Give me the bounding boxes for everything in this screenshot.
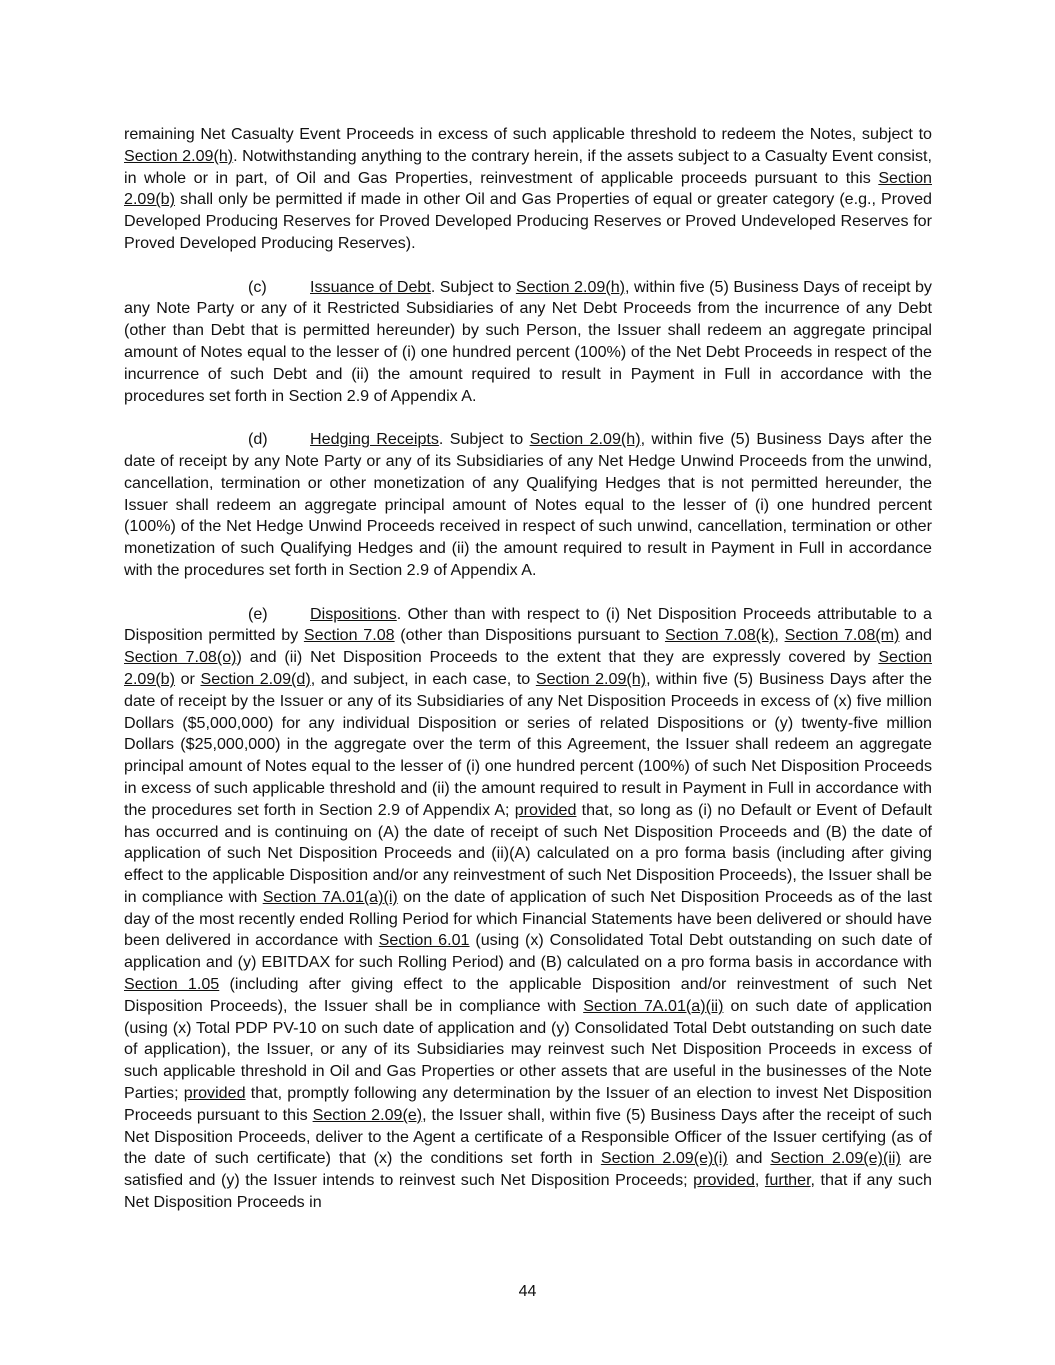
section-reference: Section 6.01 <box>378 931 470 950</box>
provided-term: provided <box>183 1084 246 1103</box>
clause-label: (e) <box>248 604 268 623</box>
clause-heading: Hedging Receipts <box>310 430 439 449</box>
section-reference: Section 7A.01(a)(i) <box>262 887 398 906</box>
paragraph-hedging-receipts: (d) Hedging Receipts. Subject to Section 2.09(h), within five (5) Business Days after the date of receipt by any Note Party or any of its Subsidiaries of any Net Hedge Unwind Proceeds from the unwind, cancellation, termination or other monetization of any Qualifying Hedges that is not permitted hereunder, the Issuer shall redeem an aggregate principal amount of Notes equal to the lesser of (i) one hundred percent (100%) of the Net Hedge Unwind Proceeds received in respect of such unwind, cancellation, termination or other monetization of such Qualifying Hedges and (ii) the amount required to result in Payment in Full in accordance with the procedures set forth in Section 2.9 of Appendix A. <box>124 430 932 579</box>
section-reference: Section 2.09(h) <box>535 669 647 688</box>
section-reference: Section 7.08(m) <box>784 626 900 645</box>
paragraph-dispositions: (e) Dispositions. Other than with respect to (i) Net Disposition Proceeds attributable to a Disposition permitted by Section 7.08 (other than Dispositions pursuant to Section 7.08(k), Section 7.08(m) and Section 7.08(o)) and (ii) Net Disposition Proceeds to the extent that they are expressly covered by Section 2.09(b) or Section 2.09(d), and subject, in each case, to Section 2.09(h), within five (5) Business Days after the date of receipt by the Issuer or any of its Subsidiaries of any Net Disposition Proceeds in excess of (x) five million Dollars ($5,000,000) for any individual Disposition or series of related Dispositions or (y) twenty-five million Dollars ($25,000,000) in the aggregate over the term of this Agreement, the Issuer shall redeem an aggregate principal amount of Notes equal to the lesser of (i) one hundred percent (100%) of such Net Disposition Proceeds in excess of such applicable threshold and (ii) the amount required to result in Payment in Full in accordance with the procedures set forth in Section 2.9 of Appendix A; provided that, so long as (i) no Default or Event of Default has occurred and is continuing on (A) the date of receipt of such Net Disposition Proceeds and (B) the date of application of such Net Disposition Proceeds and (ii)(A) calculated on a pro forma basis (including after giving effect to the applicable Disposition and/or any reinvestment of such Net Disposition Proceeds), the Issuer shall be in compliance with Section 7A.01(a)(i) on the date of application of such Net Disposition Proceeds as of the last day of the most recently ended Rolling Period for which Financial Statements have been delivered or should have been delivered in accordance with Section 6.01 (using (x) Consolidated Total Debt outstanding on such date of application and (y) EBITDAX for such Rolling Period) and (B) calculated on a pro forma basis in accordance with Section 1.05 (including after giving effect to the applicable Disposition and/or reinvestment of such Net Disposition Proceeds), the Issuer shall be in compliance with Section 7A.01(a)(ii) on such date of application (using (x) Total PDP PV-10 on such date of application and (y) Consolidated Total Debt outstanding on such date of application), the Issuer, or any of its Subsidiaries may reinvest such Net Disposition Proceeds in excess of such applicable threshold in Oil and Gas Properties or other assets that are useful in the businesses of the Note Parties; provided that, promptly following any determination by the Issuer of an election to invest Net Disposition Proceeds pursuant to this Section 2.09(e), the Issuer shall, within five (5) Business Days after the receipt of such Net Disposition Proceeds, deliver to the Agent a certificate of a Responsible Officer of the Issuer certifying (as of the date of such certificate) that (x) the conditions set forth in Section 2.09(e)(i) and Section 2.09(e)(ii) are satisfied and (y) the Issuer intends to reinvest such Net Disposition Proceeds; provided, further, that if any such Net Disposition Proceeds in <box>124 604 933 1212</box>
further-term: further <box>764 1171 811 1190</box>
section-reference: Section 2.09(b) <box>124 168 932 209</box>
provided-term: provided <box>693 1171 755 1190</box>
section-reference: Section 2.09(e) <box>312 1105 423 1124</box>
section-reference: Section 2.09(e)(i) <box>600 1149 728 1168</box>
page-number: 44 <box>518 1283 537 1300</box>
paragraph-issuance-of-debt: (c) Issuance of Debt. Subject to Section 2.09(h), within five (5) Business Days of receipt by any Note Party or any of it Restricted Subsidiaries of any Net Debt Proceeds from the incurrence of any Debt (other than Debt that is permitted hereunder) by such Person, the Issuer shall redeem an aggregate principal amount of Notes equal to the lesser of (i) one hundred percent (100%) of the Net Debt Proceeds in respect of the incurrence of such Debt and (ii) the amount required to result in Payment in Full in accordance with the procedures set forth in Section 2.9 of Appendix A. <box>124 277 932 405</box>
section-reference: Section 7.08 <box>303 626 395 645</box>
section-reference: Section 2.09(h) <box>529 430 641 449</box>
section-reference: Section 7A.01(a)(ii) <box>583 996 724 1015</box>
document-page <box>124 124 932 1236</box>
section-reference: Section 2.09(b) <box>124 648 932 688</box>
clause-heading: Issuance of Debt <box>310 277 431 296</box>
section-reference: Section 7.08(o) <box>124 648 237 667</box>
clause-heading: Dispositions <box>310 604 397 623</box>
paragraph-casualty-continued: remaining Net Casualty Event Proceeds in excess of such applicable threshold to redeem the Notes, subject to Section 2.09(h). Notwithstanding anything to the contrary herein, if the assets subject to a Casualty Event consist, in whole or in part, of Oil and Gas Properties, reinvestment of applicable proceeds pursuant to this Section 2.09(b) shall only be permitted if made in other Oil and Gas Properties of equal or greater category (e.g., Proved Developed Producing Reserves for Proved Developed Producing Reserves or Proved Undeveloped Reserves for Proved Developed Producing Reserves). <box>124 125 932 252</box>
section-reference: Section 2.09(h) <box>124 146 234 165</box>
section-reference: Section 2.09(d) <box>200 669 311 688</box>
section-reference: Section 1.05 <box>124 975 220 994</box>
clause-label: (c) <box>248 277 267 296</box>
clause-label: (d) <box>248 430 268 449</box>
section-reference: Section 2.09(h) <box>515 277 626 296</box>
section-reference: Section 2.09(e)(ii) <box>770 1149 901 1168</box>
provided-term: provided <box>514 800 577 819</box>
section-reference: Section 7.08(k) <box>664 626 775 645</box>
